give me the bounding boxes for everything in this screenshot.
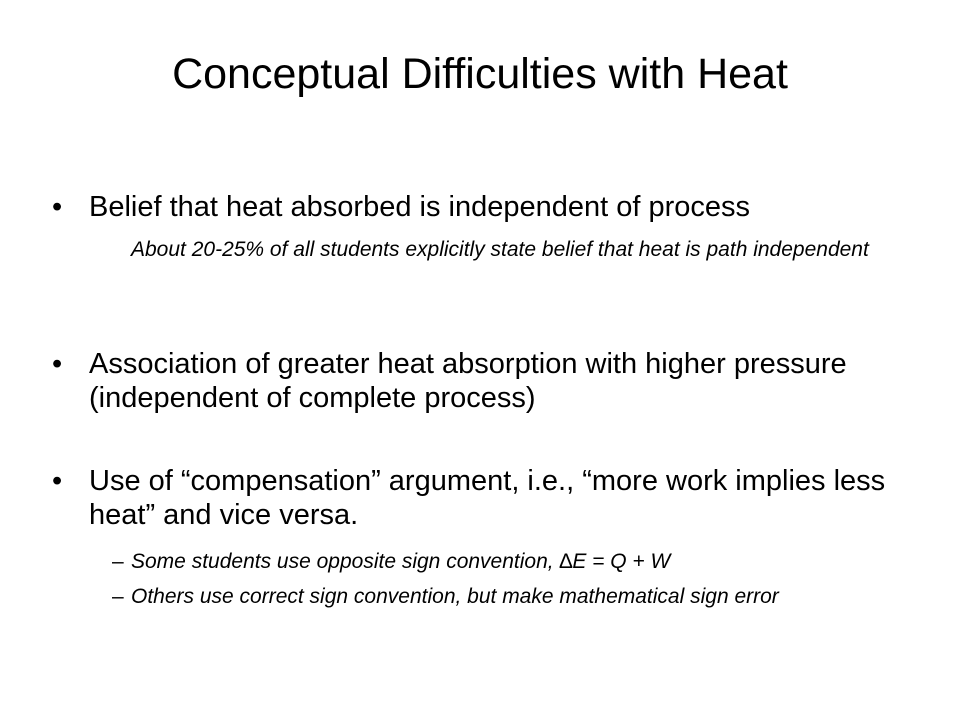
bullet-marker: • <box>52 191 63 223</box>
bullet-heat-path-belief <box>52 190 912 224</box>
bullet-text: Belief that heat absorbed is independent of process <box>89 191 751 223</box>
subitem-equation: E = Q + W <box>572 550 671 573</box>
subitem-text-before: Some students use opposite sign convention, <box>131 550 560 573</box>
bullet-pressure-association <box>52 347 912 415</box>
slide-title: Conceptual Difficulties with Heat <box>172 50 788 98</box>
subitem-sign-error <box>112 584 912 610</box>
bullet-text: Association of greater heat absorption with higher pressure (independent of complete process) <box>89 348 847 414</box>
bullet-note-percentage: About 20-25% of all students explicitly state belief that heat is path independent <box>131 238 869 261</box>
dash-marker: – <box>112 585 124 608</box>
bullet-marker: • <box>52 465 63 497</box>
subitem-text: Others use correct sign convention, but make mathematical sign error <box>131 585 779 608</box>
delta-symbol: ∆ <box>559 550 573 573</box>
subitem-text <box>131 549 912 575</box>
bullet-marker: • <box>52 348 63 380</box>
bullet-compensation-argument <box>52 464 912 532</box>
dash-marker: – <box>112 550 124 573</box>
bullet-text: Use of “compensation” argument, i.e., “more work implies less heat” and vice versa. <box>89 465 886 531</box>
subitem-opposite-sign <box>112 549 912 575</box>
